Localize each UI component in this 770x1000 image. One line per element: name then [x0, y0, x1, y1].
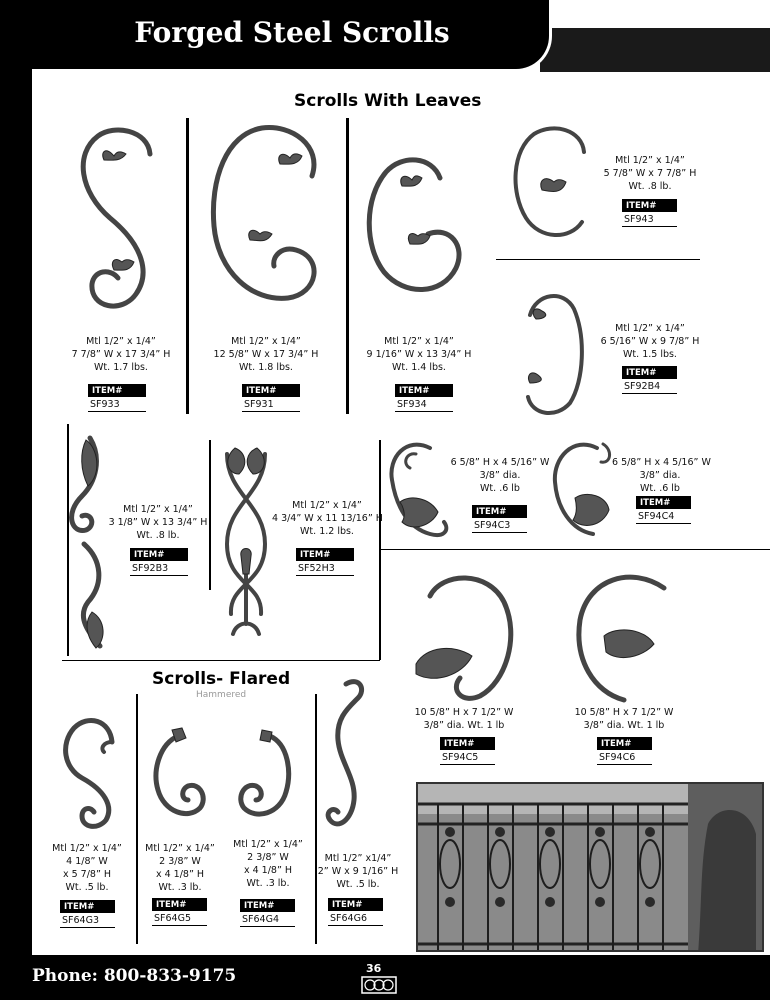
item-sf94c5 — [440, 737, 495, 765]
scroll-sf94c3-image — [386, 436, 451, 546]
scroll-sf94c6-image — [570, 566, 670, 706]
divider — [62, 660, 380, 661]
spec-line: 3/8” dia. — [479, 470, 521, 481]
scroll-sf943-image — [508, 122, 593, 242]
footer-phone: Phone: 800-833-9175 — [32, 966, 237, 986]
scroll-sf52h3-image — [215, 444, 277, 648]
spec-sf64g4 — [226, 838, 310, 890]
spec-line: 4 3/4” W x 11 13/16” H — [272, 513, 383, 524]
item-label: ITEM# — [152, 898, 207, 911]
spec-line: 3 1/8” W x 13 3/4” H — [108, 517, 208, 528]
item-code: SF94C4 — [636, 509, 691, 524]
spec-sf94c5 — [414, 706, 514, 732]
item-label: ITEM# — [440, 737, 495, 750]
item-code: SF934 — [395, 397, 453, 412]
spec-line: Wt. .8 lb. — [136, 530, 180, 541]
spec-line: 2 3/8” W — [159, 856, 201, 867]
spec-line: Wt. .3 lb. — [158, 882, 202, 893]
item-code: SF64G4 — [240, 912, 295, 927]
spec-line: Mtl 1/2” x 1/4” — [233, 839, 303, 850]
spec-line: 2” W x 9 1/16” H — [317, 866, 399, 877]
spec-line: 10 5/8” H x 7 1/2” W — [414, 707, 514, 718]
spec-line: 2 3/8” W — [247, 852, 289, 863]
spec-line: Mtl 1/2” x 1/4” — [145, 843, 215, 854]
item-code: SF943 — [622, 212, 677, 227]
item-sf94c6 — [597, 737, 652, 765]
spec-line: Mtl 1/2” x 1/4” — [292, 500, 362, 511]
item-sf943 — [622, 199, 677, 227]
scroll-sf92b3-image — [62, 434, 112, 652]
spec-line: Wt. 1.5 lbs. — [623, 349, 677, 360]
spec-line: Wt. 1.4 lbs. — [392, 362, 446, 373]
page-number: 36 — [366, 962, 382, 975]
spec-sf52h3 — [272, 499, 382, 538]
spec-sf931 — [206, 335, 326, 374]
item-sf931 — [242, 384, 300, 412]
item-sf934 — [395, 384, 453, 412]
spec-line: Mtl 1/2” x1/4” — [324, 853, 392, 864]
spec-line: 9 1/16” W x 13 3/4” H — [366, 349, 472, 360]
scroll-sf92b4-image — [508, 285, 588, 420]
section-title-flared: Scrolls- Flared — [152, 669, 291, 689]
item-code: SF92B4 — [622, 379, 677, 394]
item-label: ITEM# — [242, 384, 300, 397]
spec-line: 3/8” dia. — [639, 470, 681, 481]
item-sf92b3 — [130, 548, 188, 576]
item-code: SF931 — [242, 397, 300, 412]
spec-line: Wt. 1.8 lbs. — [239, 362, 293, 373]
item-label: ITEM# — [240, 899, 295, 912]
spec-line: Mtl 1/2” x 1/4” — [615, 155, 685, 166]
spec-sf94c3 — [450, 456, 550, 495]
item-code: SF64G3 — [60, 913, 115, 928]
spec-line: 4 1/8” W — [66, 856, 108, 867]
spec-line: Wt. .3 lb. — [246, 878, 290, 889]
spec-sf94c4 — [612, 456, 711, 495]
item-code: SF64G5 — [152, 911, 207, 926]
spec-sf933 — [66, 335, 176, 374]
spec-line: Wt. .6 lb — [480, 483, 520, 494]
spec-line: 12 5/8” W x 17 3/4” H — [213, 349, 319, 360]
spec-line: 5 7/8” W x 7 7/8” H — [603, 168, 697, 179]
spec-line: Wt. 1.7 lbs. — [94, 362, 148, 373]
item-label: ITEM# — [60, 900, 115, 913]
spec-line: 7 7/8” W x 17 3/4” H — [71, 349, 171, 360]
divider — [346, 118, 349, 414]
spec-line: 10 5/8” H x 7 1/2” W — [574, 707, 674, 718]
item-sf64g5 — [152, 898, 207, 926]
item-code: SF52H3 — [296, 561, 354, 576]
spec-sf92b3 — [108, 503, 208, 542]
item-sf64g3 — [60, 900, 115, 928]
item-label: ITEM# — [328, 898, 383, 911]
item-sf92b4 — [622, 366, 677, 394]
divider — [315, 694, 317, 944]
item-code: SF64G6 — [328, 911, 383, 926]
spec-sf92b4 — [598, 322, 702, 361]
item-label: ITEM# — [622, 366, 677, 379]
spec-line: Wt. .6 lb — [640, 483, 680, 494]
section-title-leaves: Scrolls With Leaves — [294, 91, 482, 111]
item-label: ITEM# — [622, 199, 677, 212]
spec-line: 6 5/8” H x 4 5/16” W — [612, 457, 711, 468]
fence-photo — [416, 782, 764, 952]
page-title: Forged Steel Scrolls — [134, 16, 450, 49]
item-label: ITEM# — [296, 548, 354, 561]
spec-line: x 4 1/8” H — [155, 869, 205, 880]
divider — [186, 118, 189, 414]
spec-line: 6 5/16” W x 9 7/8” H — [600, 336, 700, 347]
hammered-note: Hammered — [196, 690, 247, 700]
spec-sf64g6 — [316, 852, 400, 891]
scroll-sf64g4-image — [234, 726, 296, 826]
item-code: SF94C3 — [472, 518, 527, 533]
divider — [136, 694, 138, 944]
divider — [379, 440, 381, 660]
item-code: SF94C6 — [597, 750, 652, 765]
item-code: SF933 — [88, 397, 146, 412]
item-sf94c4 — [636, 496, 691, 524]
item-sf64g4 — [240, 899, 295, 927]
scroll-sf64g5-image — [148, 726, 210, 826]
logo-icon — [361, 976, 397, 994]
spec-line: x 5 7/8” H — [62, 869, 112, 880]
spec-sf943 — [598, 154, 702, 193]
scroll-sf94c5-image — [410, 566, 520, 706]
divider — [496, 259, 700, 260]
spec-line: Mtl 1/2” x 1/4” — [615, 323, 685, 334]
scroll-sf934-image — [358, 150, 458, 300]
item-sf52h3 — [296, 548, 354, 576]
spec-line: Wt. 1.2 lbs. — [300, 526, 354, 537]
item-code: SF92B3 — [130, 561, 188, 576]
spec-sf64g5 — [140, 842, 220, 894]
header-tab — [32, 0, 552, 72]
item-label: ITEM# — [88, 384, 146, 397]
spec-line: Mtl 1/2” x 1/4” — [86, 336, 156, 347]
spec-sf64g3 — [46, 842, 128, 894]
divider — [380, 549, 770, 550]
scroll-sf931-image — [200, 122, 330, 312]
spec-line: Mtl 1/2” x 1/4” — [123, 504, 193, 515]
fence-illustration — [418, 784, 764, 952]
item-label: ITEM# — [130, 548, 188, 561]
spec-line: Wt. .8 lb. — [628, 181, 672, 192]
spec-line: Wt. .5 lb. — [65, 882, 109, 893]
spec-sf94c6 — [574, 706, 674, 732]
scroll-sf94c4-image — [547, 436, 612, 546]
spec-line: Wt. .5 lb. — [336, 879, 380, 890]
item-label: ITEM# — [636, 496, 691, 509]
scroll-sf64g3-image — [58, 712, 128, 830]
header-bar — [540, 28, 770, 72]
spec-sf934 — [364, 335, 474, 374]
item-label: ITEM# — [597, 737, 652, 750]
spec-line: Mtl 1/2” x 1/4” — [231, 336, 301, 347]
divider — [209, 440, 211, 590]
item-sf64g6 — [328, 898, 383, 926]
spec-line: Mtl 1/2” x 1/4” — [384, 336, 454, 347]
scroll-sf933-image — [70, 122, 170, 322]
spec-line: 6 5/8” H x 4 5/16” W — [450, 457, 550, 468]
spec-line: 3/8” dia. Wt. 1 lb — [423, 720, 505, 731]
spec-line: 3/8” dia. Wt. 1 lb — [583, 720, 665, 731]
item-sf933 — [88, 384, 146, 412]
spec-line: Mtl 1/2” x 1/4” — [52, 843, 122, 854]
item-code: SF94C5 — [440, 750, 495, 765]
item-label: ITEM# — [395, 384, 453, 397]
spec-line: x 4 1/8” H — [243, 865, 293, 876]
scroll-sf64g6-image — [320, 670, 370, 846]
item-label: ITEM# — [472, 505, 527, 518]
item-sf94c3 — [472, 505, 527, 533]
